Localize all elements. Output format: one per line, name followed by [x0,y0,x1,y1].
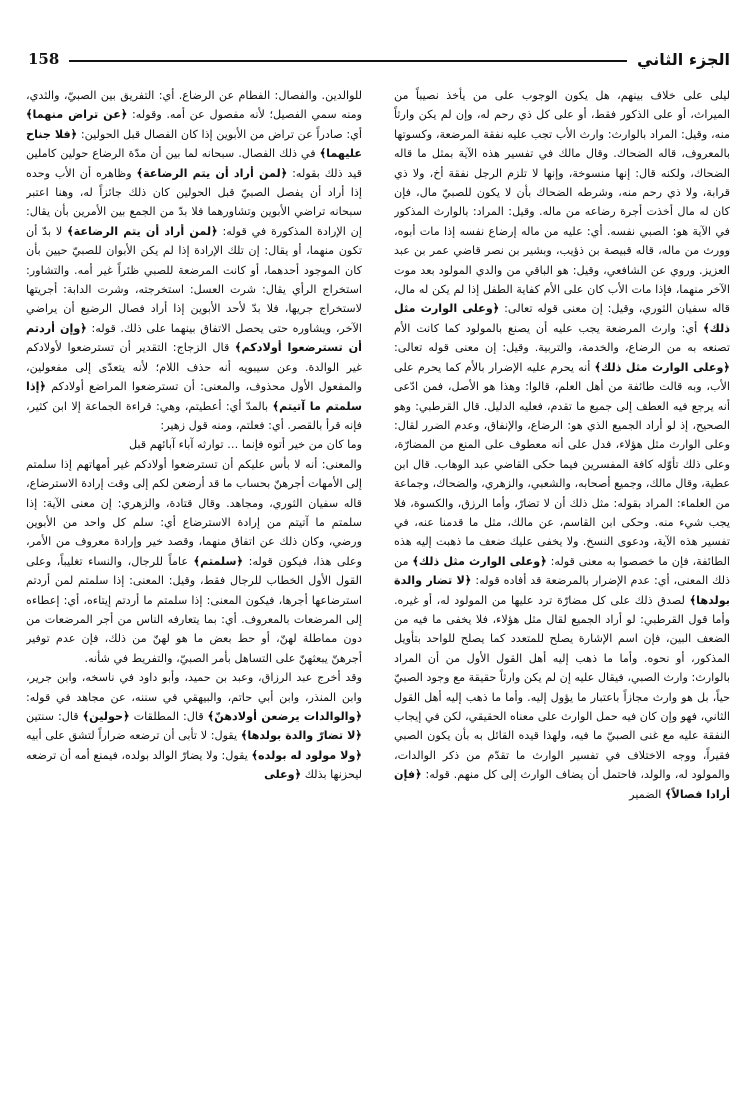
part-title: الجزء الثاني [637,49,730,69]
body-paragraph [26,668,362,784]
quran-quote: ﴿ولا مولود له بولده﴾ [251,748,362,762]
quran-quote: ﴿عن تراض منهما﴾ [26,108,128,122]
text-segment: بالمدّ أي: أعطيتم، وهي: قراءة الجماعة إلا ابن كثير، فإنه قرأ بالقصر. أي: فعلتم، ومنه قول زهير: [26,399,362,432]
quran-quote: ﴿سلمتم﴾ [193,554,244,568]
quran-quote: ﴿فإن أرادا فصالاً﴾ [394,768,730,801]
quran-quote: ﴿لا تضار والدة بولدها﴾ [394,574,730,607]
running-header [28,45,730,73]
text-segment: من ذلك المعنى، أي: عدم الإضرار بالمرضعة قد أفاده قوله: [394,554,730,588]
text-segment: قال: المطلقات [133,710,204,723]
body-paragraph [26,86,362,435]
text-segment: لا بدّ أن تكون منهما، أو يقال: إن تلك الإرادة إذا لم يكن الأبوان للصبيّ حيين بأن كان الموجود أحدهما، أو كانت المرضعة للصبي ظئراً غير أمه. والتشاور: استخراج الرأي يقال: شرت العسل: استخرجته، وشرت الدابة: أجريتها لاستخراج جريها، فلا بدّ لأحد الأبوين إذا أراد فصال الرضيع أن يراضي الآخر، ويشاوره حتى يحصل الاتفاق بينهما على ذلك. قوله: [26,224,362,335]
quran-quote: ﴿حولين﴾ [82,710,130,723]
text-segment: قال: سنتين [26,710,79,723]
text-segment: لصدق ذلك على كل مضارّة ترد عليها من المولود له، أو غيره. وأما قول القرطبي: لو أراد الجميع لقال مثل هؤلاء، فلا يخفى ما فيه من الضعف البين، فإن اسم الإشارة يصلح للمتعدد كما يصلح للواحد بتأويل المذكور، أو نحوه. وأما ما ذهب إليه أهل القول الأول من أن المراد بالوارث: وارث الصبي، فيقال عليه إن لم يكن وارثاً حقيقة مع وجود الصبيّ حياً، بل هو وارث مجازاً باعتبار ما يؤول إليه. وأما ما ذهب إليه أهل القول الثاني، فهو وإن كان فيه حمل الوارث على معناه الحقيقي، لكن في إيجاب النفقة عليه مع غنى الصبيّ ما فيه، ولهذا قيده القائل به بأن يكون الصبي فقيراً، ووجه الاختلاف في تفسير الوارث ما تقدّم من ذكر الوالدات، والمولود له، والولد، فاحتمل أن يضاف الوارث إلى كل منهم. قوله: [394,593,730,782]
text-segment: أي: صادراً عن تراض من الأبوين إذا كان الفصال قبل الحولين: [80,127,362,141]
text-segment: عاماً للرجال، والنساء تغليباً، وعلى القول الأول الخطاب للرجال فقط، وقيل: المعنى: إذا سلمتم لمن أردتم استرضاعها أجرها، فيكون المعنى: إذا سلمتم ما أردتم إيتاءه، أي: إعطاءه إلى المرضعات بالمعروف. أي: بما يتعارفه الناس من أجر المرضعات من دون مماطلة لهنّ، أو حط بعض ما هو لهنّ من ذلك، فإن عدم توفير أجرهنّ يبعثهنّ على التساهل بأمر الصبيّ، والتفريط في شأنه. [26,554,362,665]
quran-quote: ﴿وعلى الوارث مثل ذلك﴾ [412,554,547,568]
text-segment: للوالدين. والفصال: الفطام عن الرضاع. أي: التفريق بين الصبيّ، والثدي، ومنه سمي الفصيل؛ لأنه مفصول عن أمه. وقوله: [26,89,362,122]
text-segment: وظاهره أن الأب وحده إذا أراد أن يفصل الصبيّ قبل الحولين كان ذلك جائزاً له، وهنا اعتبر سبحانه تراضي الأبوين وتشاورهما فلا بدّ من الجمع بين الأمرين بأن يقال: إن الإرادة المذكورة في قوله: [26,166,362,238]
quran-quote: ﴿لمن أراد أن يتم الرضاعة﴾ [136,166,288,180]
text-segment: في ذلك الفصال. سبحانه لما بين أن مدّة الرضاع حولين كاملين قيد ذلك بقوله: [26,147,362,180]
text-segment: أي: وارث المرضعة يجب عليه أن يصنع بالمولود كما كانت الأم تصنعه به من الرضاع، والخدمة، والتربية. وقيل: إن معنى قوله تعالى: [394,321,730,355]
quran-quote: ﴿وعلى الوارث مثل ذلك﴾ [594,360,730,374]
quran-quote: ﴿لمن أراد أن يتم الرضاعة﴾ [67,224,218,238]
poetry-verse: وما كان من خير أتوه فإنما … توارثه آباء آبائهم قبل [128,438,362,452]
quran-quote: ﴿وعلى [264,768,302,782]
body-paragraph [26,455,362,668]
page-number: 158 [28,50,60,68]
text-segment: قال الزجاج: التقدير أن تسترضعوا لأولادكم غير الوالدة. وعن سيبويه أنه حذف اللام؛ لأنه يتعدّى إلى مفعولين، والمفعول الأول محذوف، والمعنى: أن تسترضعوا المراضع أولادكم [26,341,362,394]
quran-quote: ﴿إذا سلمتم ما آتيتم﴾ [26,380,362,413]
header-rule [69,60,627,62]
text-segment: وقد أخرج عبد الرزاق، وعبد بن حميد، وأبو داود في ناسخه، وابن جرير، وابن المنذر، وابن أبي حاتم، والبيهقي في سننه، عن مجاهد في قوله: [26,671,362,704]
text-segment: والمعنى: أنه لا بأس عليكم أن تسترضعوا أولادكم غير أمهاتهم إذا سلمتم إلى الأمهات أجرهنّ بحساب ما قد أرضعن لكم إلى وقت إرادة الاسترضاع، قاله سفيان الثوري، ومجاهد. وقال قتادة، والزهري: إن معنى الآية: إذا سلمتم ما آتيتم من إرادة الاسترضاع أي: سلم كل واحد من الأبوين ورضي، وكان ذلك عن اتفاق منهما، وقصد خير وإرادة معروف من الأمر، وعلى هذا، فيكون قوله: [26,457,362,568]
text-segment: ليلى على خلاف بينهم، هل يكون الوجوب على من يأخذ نصيباً من الميراث، أو على الذكور فقط، أو على كل ذي رحم له، وإن لم يكن وارثاً منه، وقيل: المراد بالوارث: وارث الأب تجب عليه نفقة المرضعة، وكسوتها بالمعروف، قاله الضحاك. وقال مالك في تفسير هذه الآية بمثل ما قاله الضحاك، ولكنه قال: إنها منسوخة، وإنها لا تلزم الرجل نفقة أخ، ولا ذي قرابة، ولا ذي رحم منه، وشرطه الضحاك بأن لا يكون للصبيّ مال، فإن كان له مال أخذت أجرة رضاعه من ماله. وقيل: المراد: بالوارث المذكور في الآية هو: الصبي نفسه. أي: عليه من ماله إرضاع نفسه إذا مات أبوه، وورث من ماله، قاله قبيصة بن ذؤيب، وبشير بن نصر قاضي عمر بن عبد العزيز. وروي عن الشافعي، وقيل: هو الباقي من والدي المولود بعد موت الآخر منهما، فإذا مات الأب كان على الأم كفاية الطفل إذا لم يكن له مال، قاله سفيان الثوري، وقيل: إن معنى قوله تعالى: [394,89,730,316]
text-segment: يقول: ولا يضارّ الوالد بولده، فيمنع أمه أن ترضعه ليحزنها بذلك [26,748,362,782]
quran-quote: ﴿فلا جناح عليهما﴾ [26,127,362,161]
quran-quote: ﴿وإن أردتم أن تسترضعوا أولادكم﴾ [26,321,362,355]
column-gap [370,86,382,1086]
quran-quote: ﴿والوالدات يرضعن أولادهنّ﴾ [207,710,362,723]
text-segment: يقول: لا تأبى أن ترضعه ضراراً لتشق على أبيه [26,729,238,743]
right-column [394,86,730,1086]
text-segment: أنه يحرم عليه الإضرار بالأم كما يحرم على الأب، وبه قالت طائفة من أهل العلم، قالوا: وهذا هو الأصل، فمن ادّعى أنه يرجع فيه العطف إلى جميع ما تقدم، فعليه الدليل. قال القرطبي: وهو الصحيح، إذ لو أراد الجميع الذي هو: الرضاع، والإنفاق، وعدم الضرر لقال: وعلى الوارث مثل هؤلاء، فدل على أنه معطوف على المنع من المضارّة، وعلى ذلك تأوّله كافة المفسرين فيما حكى القاضي عبد الوهاب. قال ابن عطية، وقال مالك، وجميع أصحابه، والشعبي، والزهري، والضحاك، وجماعة من العلماء: المراد بقوله: مثل ذلك أن لا تضارّ، وأما الرزق، والكسوة، فلا يجب شيء منه. وحكى ابن القاسم، عن مالك، مثل ما قدمنا عنه، في تفسير هذه الآية، ودعوى النسخ. ولا يخفى عليك ضعف ما ذهبت إليه هذه الطائفة، فإن ما خصصوا به معنى قوله: [394,360,730,568]
left-column [26,86,362,1086]
quran-quote: ﴿لا تضارّ والدة بولدها﴾ [240,729,362,743]
body-paragraph [394,86,730,804]
quran-quote: ﴿وعلى الوارث مثل ذلك﴾ [394,302,730,335]
text-segment: الضمير [629,787,662,801]
